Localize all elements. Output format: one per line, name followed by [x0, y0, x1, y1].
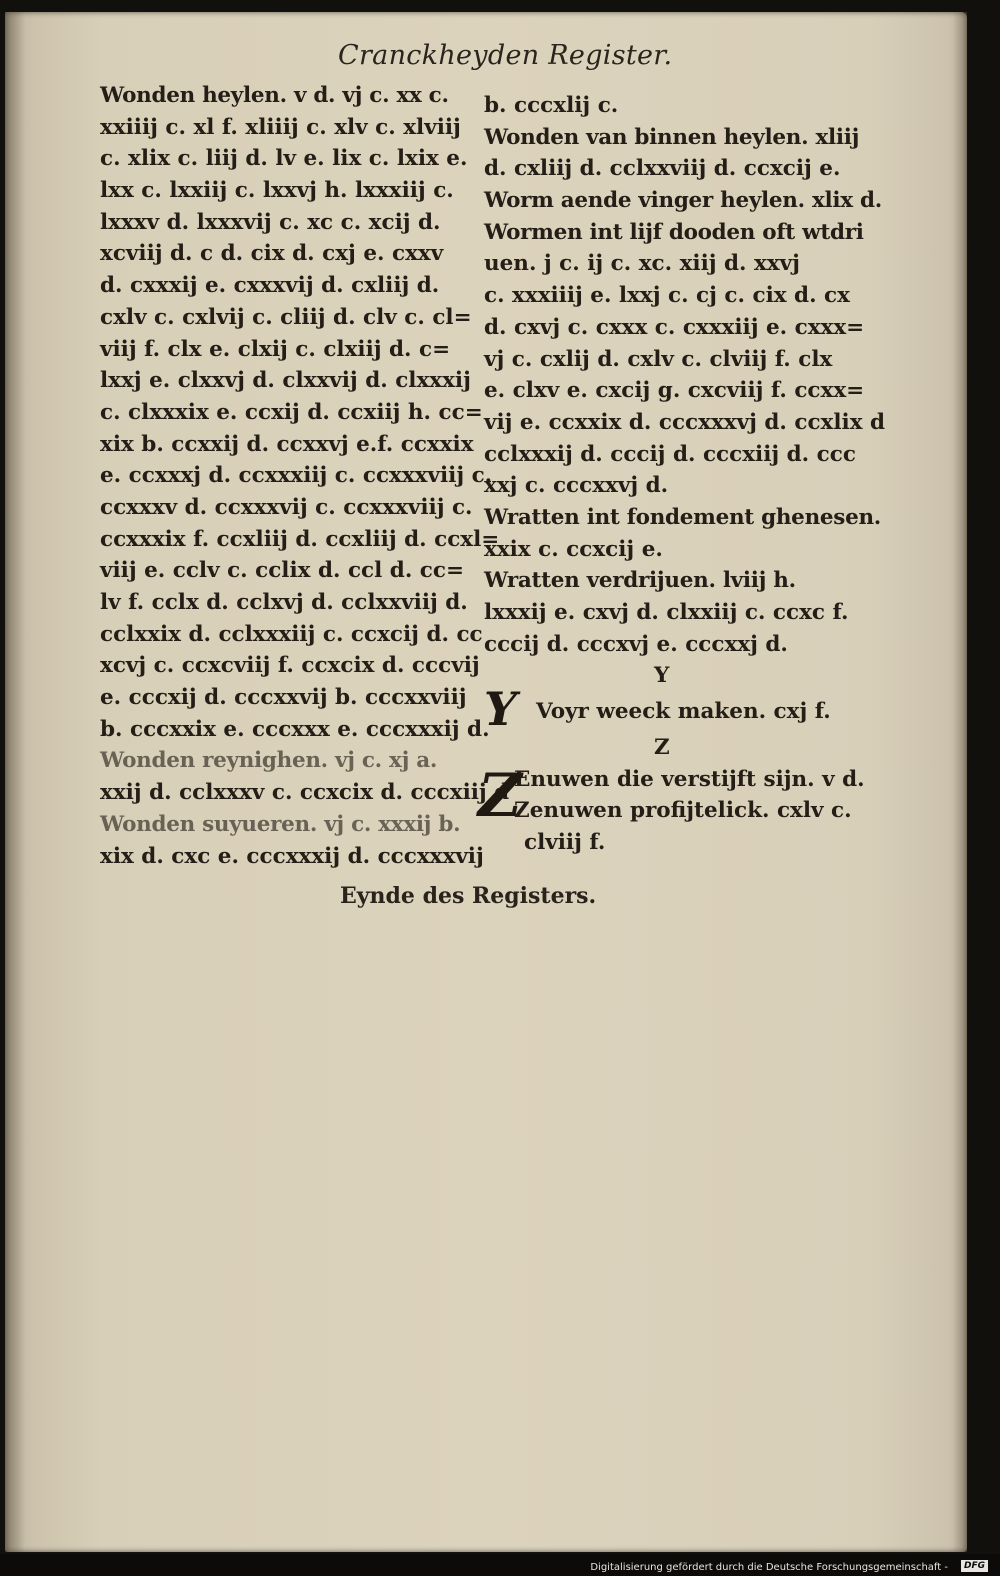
entry-z-line: Zenuwen profijtelick. cxlv c.	[514, 798, 852, 824]
decorated-initial-y: Y	[484, 682, 517, 737]
left-line: xxiiij c. xl f. xliiij c. xlv c. xlviij	[100, 114, 461, 140]
left-line: cclxxix d. cclxxxiij c. ccxcij d. cc	[100, 621, 483, 647]
left-line: xcvj c. ccxcviij f. ccxcix d. cccvij	[100, 653, 480, 679]
running-head: Cranckheyden Register.	[338, 40, 673, 71]
right-line: uen. j c. ij c. xc. xiij d. xxvj	[484, 251, 800, 277]
left-line: viij f. clx e. clxij c. clxiij d. c=	[100, 336, 451, 362]
right-entry-heading-line: Wormen int lijf dooden oft wtdri	[484, 219, 864, 245]
left-line: xix b. ccxxij d. ccxxvj e.f. ccxxix	[100, 431, 474, 457]
left-entry-heading-line: Wonden reynighen. vj c. xj a.	[100, 748, 438, 774]
left-line: cxlv c. cxlvij c. cliij d. clv c. cl=	[100, 304, 472, 330]
right-line: c. xxxiiij e. lxxj c. cj c. cix d. cx	[484, 283, 850, 309]
left-line: lxx c. lxxiij c. lxxvj h. lxxxiij c.	[100, 178, 454, 204]
left-line: ccxxxv d. ccxxxvij c. ccxxxviij c.	[100, 494, 473, 520]
left-line: xcviij d. c d. cix d. cxj e. cxxv	[100, 241, 444, 267]
left-line: xxij d. cclxxxv c. ccxcix d. cccxiij d	[100, 780, 510, 806]
left-line: c. clxxxix e. ccxij d. ccxiij h. cc=	[100, 399, 483, 425]
right-line: vj c. cxlij d. cxlv c. clviij f. clx	[484, 346, 833, 372]
letter-heading-z: Z	[654, 735, 670, 761]
right-line: cccij d. cccxvj e. cccxxj d.	[484, 631, 788, 657]
right-line: cclxxxij d. cccij d. cccxiij d. ccc	[484, 441, 856, 467]
entry-z-line: clviij f.	[524, 830, 606, 856]
footer-credit: Digitalisierung gefördert durch die Deutsche Forschungsgemeinschaft -	[590, 1562, 948, 1573]
entry-z-block	[478, 760, 876, 859]
page-gutter-shadow	[5, 12, 25, 1552]
left-line: ccxxxix f. ccxliij d. ccxliij d. ccxl=	[100, 526, 500, 552]
left-line: lv f. cclx d. cclxvj d. cclxxviij d.	[100, 590, 468, 615]
page-edge-shadow	[953, 12, 967, 1552]
entry-y-text: Voyr weeck maken. cxj f.	[536, 699, 831, 725]
right-line: b. cccxlij c.	[484, 93, 619, 118]
entry-y	[484, 682, 876, 737]
left-line: viij e. cclv c. cclix d. ccl d. cc=	[100, 558, 464, 584]
left-line: xix d. cxc e. cccxxxij d. cccxxxvij	[100, 843, 484, 869]
right-entry-heading-line: Worm aende vinger heylen. xlix d.	[484, 188, 882, 214]
right-line: xxj c. cccxxvj d.	[484, 473, 669, 499]
left-line: b. cccxxix e. cccxxx e. cccxxxij d.	[100, 716, 490, 742]
letter-heading-y: Y	[654, 663, 670, 689]
right-line: vij e. ccxxix d. cccxxxvj d. ccxlix d	[484, 409, 886, 435]
right-entry-heading-line: Wonden van binnen heylen. xliij	[484, 124, 860, 150]
right-line: d. cxliij d. cclxxviij d. ccxcij e.	[484, 156, 841, 182]
decorated-initial-z: Z	[478, 760, 522, 831]
left-line: e. ccxxxj d. ccxxxiij c. ccxxxviij c.	[100, 463, 493, 489]
right-entry-heading-line: Wratten verdrijuen. lviij h.	[484, 568, 796, 594]
left-entry-heading-line: Wonden suyueren. vj c. xxxij b.	[100, 811, 461, 837]
left-line: d. cxxxij e. cxxxvij d. cxliij d.	[100, 273, 440, 299]
register-column-left	[100, 80, 510, 872]
right-line: d. cxvj c. cxxx c. cxxxiij e. cxxx=	[484, 314, 865, 340]
left-line: c. xlix c. liij d. lv e. lix c. lxix e.	[100, 146, 468, 172]
right-line: xxix c. ccxcij e.	[484, 536, 663, 562]
right-entry-heading-line: Wratten int fondement ghenesen.	[484, 504, 881, 530]
left-line: e. cccxij d. cccxxvij b. cccxxviij	[100, 685, 467, 711]
digitization-footer	[0, 1554, 1000, 1576]
right-column-lines	[484, 90, 886, 660]
left-line: lxxxv d. lxxxvij c. xc c. xcij d.	[100, 209, 441, 235]
entry-z-line: Enuwen die verstijft sijn. v d.	[514, 766, 865, 792]
left-line: lxxj e. clxxvj d. clxxvij d. clxxxij	[100, 368, 471, 394]
right-line: lxxxij e. cxvj d. clxxiij c. ccxc f.	[484, 600, 849, 625]
register-column-right	[478, 90, 886, 859]
left-entry-heading-line: Wonden heylen. v d. vj c. xx c.	[100, 83, 449, 108]
right-line: e. clxv e. cxcij g. cxcviij f. ccxx=	[484, 378, 865, 404]
end-of-register-note: Eynde des Registers.	[340, 883, 597, 909]
dfg-logo: DFG	[961, 1560, 988, 1572]
